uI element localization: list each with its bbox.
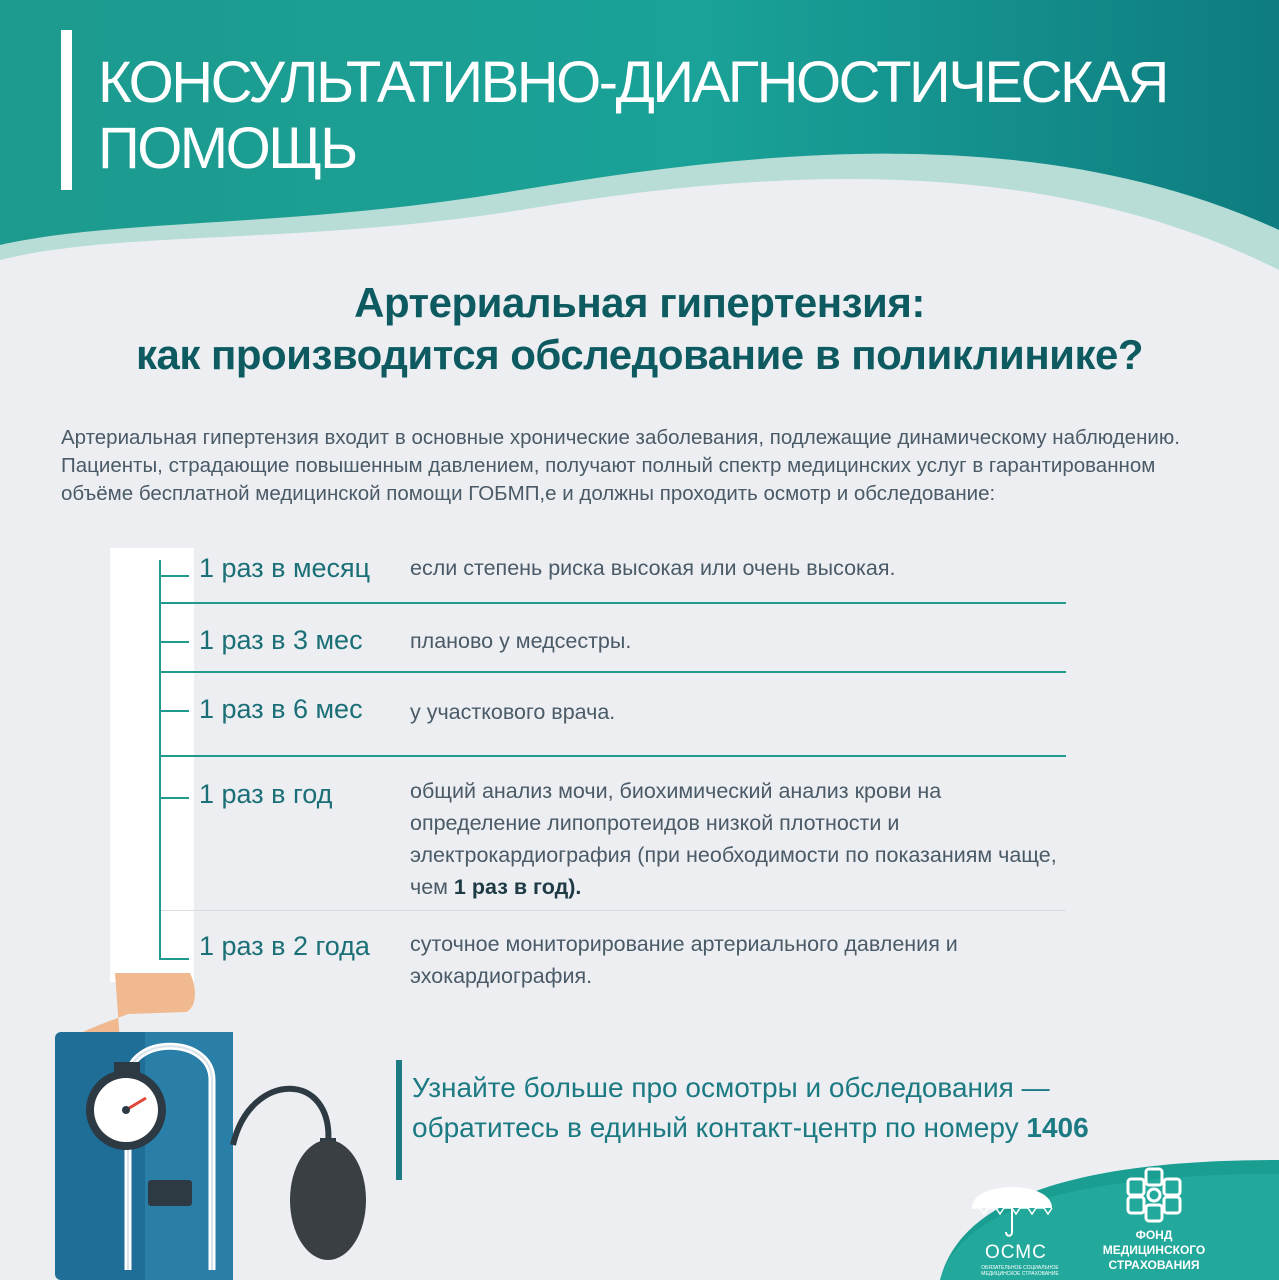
page-title-line2: ПОМОЩЬ: [98, 116, 356, 181]
fund-logo-line2: МЕДИЦИНСКОГО: [1102, 1243, 1206, 1257]
schedule-frequency: 1 раз в 3 мес: [199, 625, 363, 655]
oms-logo-label: ОСМС: [985, 1242, 1047, 1263]
row-separator: [161, 602, 1066, 604]
schedule-description: планово у медсестры.: [410, 629, 632, 653]
schedule-frequency: 1 раз в месяц: [199, 553, 371, 583]
contact-text: Узнайте больше про осмотры и обследования — обратитесь в единый контакт-центр по номеру: [412, 1072, 1050, 1143]
timeline-tick: [159, 575, 189, 577]
title-accent-bar: [61, 30, 72, 190]
schedule-frequency: 1 раз в год: [199, 779, 333, 809]
schedule-description: если степень риска высокая или очень высокая.: [410, 556, 896, 580]
page-title: [98, 50, 1167, 182]
section-heading-line2: как производится обследование в поликлинике?: [135, 331, 1144, 378]
timeline-tick: [159, 797, 189, 799]
fund-logo-label: [1094, 1228, 1214, 1273]
schedule-description: у участкового врача.: [410, 700, 616, 724]
fund-logo-line1: ФОНД: [1135, 1228, 1173, 1242]
contact-number[interactable]: 1406: [1026, 1112, 1089, 1143]
timeline-tick: [159, 958, 189, 960]
timeline-tick: [159, 710, 189, 712]
row-separator: [161, 671, 1066, 673]
umbrella-logo-icon: [968, 1168, 1056, 1238]
timeline-tick: [159, 641, 189, 643]
timeline-strip: [110, 548, 194, 978]
schedule-description: [410, 775, 1075, 903]
row-separator: [161, 910, 1066, 911]
schedule-frequency: 1 раз в 2 года: [199, 931, 370, 961]
page-title-line1: КОНСУЛЬТАТИВНО-ДИАГНОСТИЧЕСКАЯ: [98, 50, 1167, 115]
contact-accent-bar: [396, 1060, 402, 1180]
contact-info: [412, 1068, 1172, 1148]
intro-paragraph: Артериальная гипертензия входит в основные хронические заболевания, подлежащие динамическому наблюдению. Пациенты, страдающие повышенным давлением, получают полный спектр медицинских услуг в гарантированном объёме бесплатной медицинской помощи ГОБМП,е и должны проходить осмотр и обследование:: [61, 426, 1180, 505]
fund-logo-icon: [1124, 1165, 1184, 1225]
schedule-frequency: 1 раз в 6 мес: [199, 694, 363, 724]
oms-logo-subtitle: ОБЯЗАТЕЛЬНОЕ СОЦИАЛЬНОЕ МЕДИЦИНСКОЕ СТРАХОВАНИЕ: [981, 1265, 1059, 1277]
schedule-description-bold: 1 раз в год).: [453, 875, 582, 899]
schedule-description-text: общий анализ мочи, биохимический анализ крови на определение липопротеидов низкой плотности и электрокардиография (при необходимости по показаниям чаще, чем: [410, 779, 1057, 899]
section-heading-line1: Артериальная гипертензия:: [354, 279, 925, 326]
row-separator: [161, 755, 1066, 757]
fund-logo-line3: СТРАХОВАНИЯ: [1108, 1258, 1200, 1272]
blood-pressure-monitor-illustration: [0, 970, 400, 1280]
schedule-description: суточное мониторирование артериального давления и эхокардиография.: [410, 932, 958, 988]
timeline-line: [159, 560, 161, 960]
